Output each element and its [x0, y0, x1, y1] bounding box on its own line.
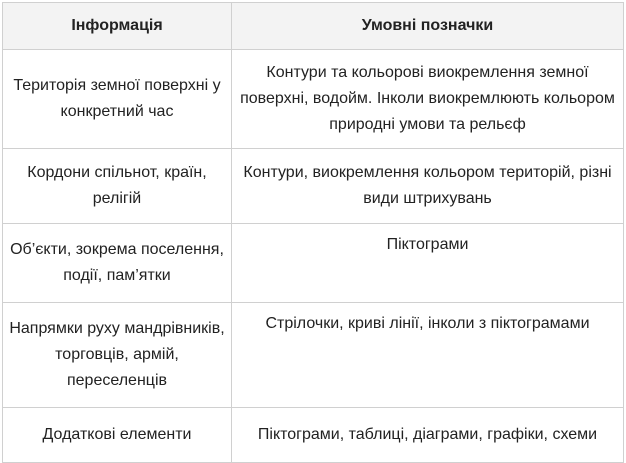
info-cell: Територія земної поверхні у конкретний час — [3, 50, 232, 149]
table-row — [3, 149, 624, 224]
header-symbols: Умовні позначки — [232, 3, 624, 50]
symbols-cell: Стрілочки, криві лінії, інколи з піктограмами — [232, 303, 624, 408]
info-cell: Напрямки руху мандрівників, торговців, армій, переселенців — [3, 303, 232, 408]
table-row — [3, 224, 624, 303]
table-header-row — [3, 3, 624, 50]
table-row — [3, 50, 624, 149]
info-cell: Кордони спільнот, країн, релігій — [3, 149, 232, 224]
info-cell: Об’єкти, зокрема поселення, події, пам’ятки — [3, 224, 232, 303]
symbols-cell: Контури, виокремлення кольором територій, різні види штрихувань — [232, 149, 624, 224]
symbols-cell: Контури та кольорові виокремлення земної поверхні, водойм. Інколи виокремлюють кольором природні умови та рельєф — [232, 50, 624, 149]
symbols-cell: Піктограми, таблиці, діаграми, графіки, схеми — [232, 408, 624, 463]
info-symbols-table — [2, 2, 624, 463]
info-cell: Додаткові елементи — [3, 408, 232, 463]
symbols-cell: Піктограми — [232, 224, 624, 303]
header-information: Інформація — [3, 3, 232, 50]
table-row — [3, 408, 624, 463]
table-row — [3, 303, 624, 408]
